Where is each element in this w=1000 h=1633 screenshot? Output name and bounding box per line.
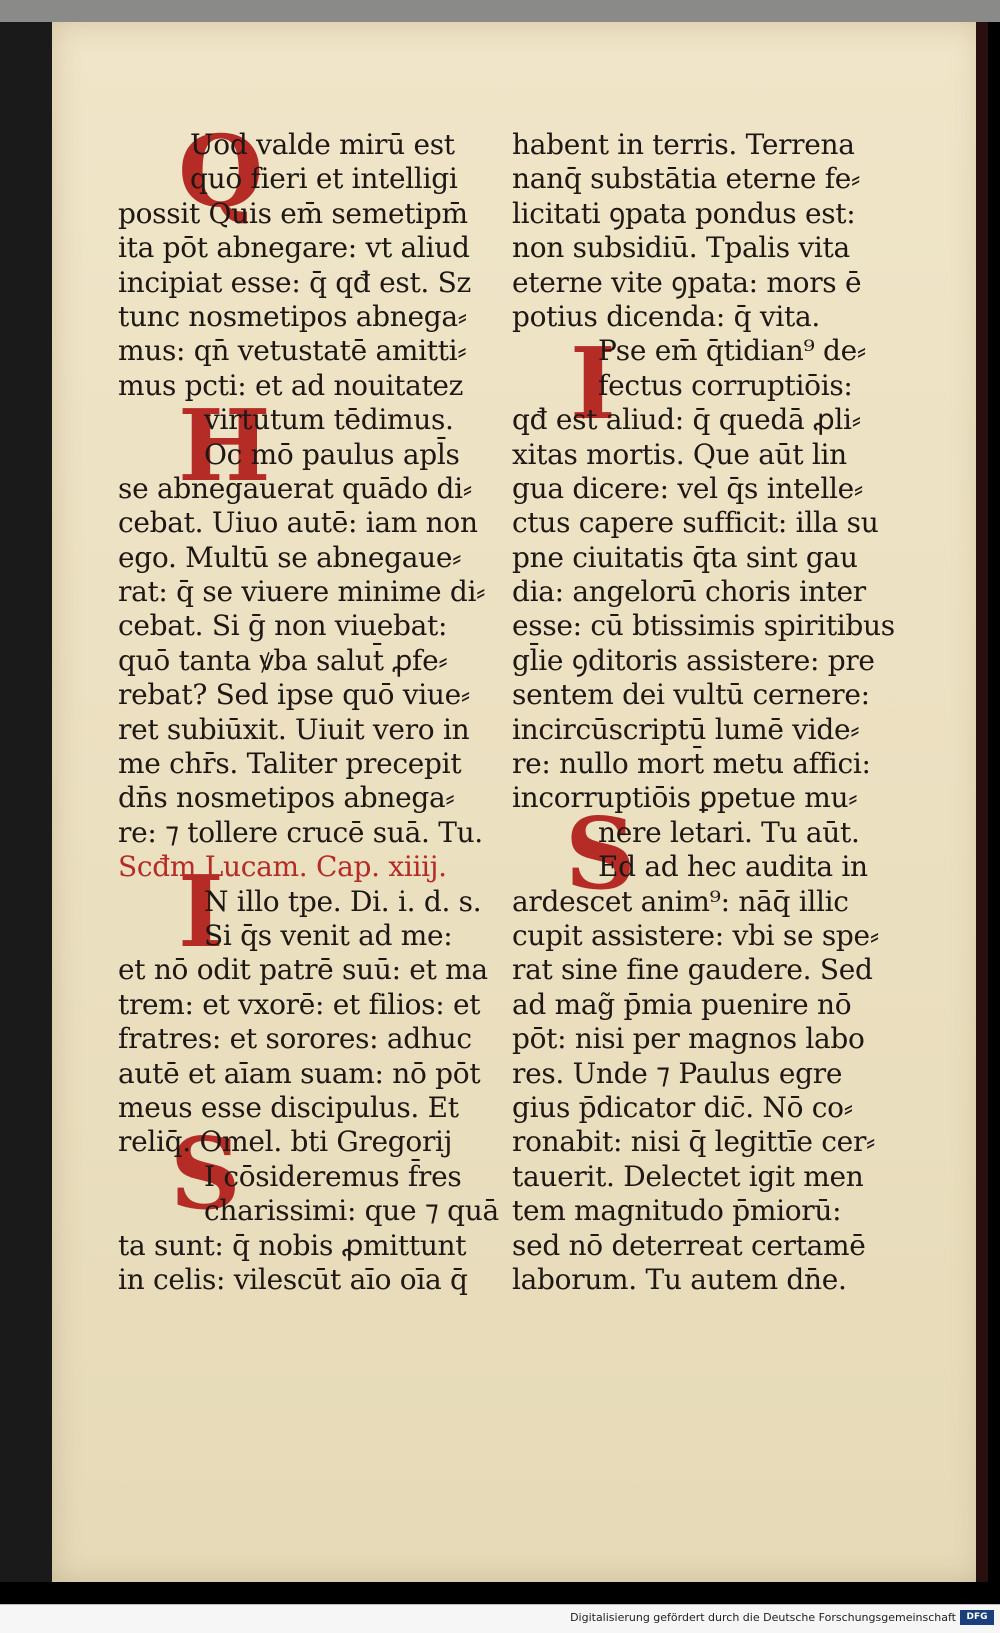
text-line: gius p̄dicator dic̄. Nō co⸗ — [512, 1090, 853, 1124]
text-line: et nō odit patrē suū: et ma — [118, 953, 488, 987]
scan-left-edge — [0, 22, 52, 1582]
text-line: Uod valde mirū est — [190, 128, 455, 161]
text-line: pne ciuitatis q̄ta sint gau — [512, 540, 858, 574]
text-line: eterne vite ꝯpata: mors ē — [512, 265, 862, 299]
text-line: qđ est aliud: q̄ quedā ꝓli⸗ — [512, 403, 861, 437]
text-line: re: ⁊ tollere crucē suā. Tu. — [118, 815, 483, 849]
text-line: licitati ꝯpata pondus est: — [512, 196, 856, 230]
text-line: Oc mō paulus apl̄s — [204, 437, 460, 471]
text-line: cupit assistere: vbi se spe⸗ — [512, 918, 879, 952]
text-line: ardescet anim⁹: nāq̄ illic — [512, 884, 849, 918]
scan-top-edge — [0, 0, 1000, 22]
text-line: dia: angelorū choris inter — [512, 575, 866, 609]
text-line: ronabit: nisi q̄ legittīe cer⸗ — [512, 1125, 876, 1159]
text-line: I cōsideremus f̄res — [204, 1159, 462, 1193]
right-text-column — [512, 128, 922, 1297]
text-line: tauerit. Delectet igit men — [512, 1159, 864, 1193]
text-line: meus esse discipulus. Et — [118, 1090, 459, 1124]
text-line: quō fieri et intelligi — [190, 162, 458, 196]
text-line: quō tanta ꝟba salut̄ ꝓfe⸗ — [118, 643, 448, 677]
text-line: charissimi: que ⁊ quā — [204, 1194, 499, 1228]
text-line: ta sunt: q̄ nobis ꝓmittunt — [118, 1228, 467, 1262]
text-line: xitas mortis. Que aūt lin — [512, 437, 847, 471]
text-line: virtutum tēdimus. — [204, 403, 454, 437]
text-line: ret subiūxit. Uiuit vero in — [118, 712, 470, 746]
text-line: pōt: nisi per magnos labo — [512, 1022, 865, 1056]
text-line: rat: q̄ se viuere minime di⸗ — [118, 575, 486, 609]
text-line: tunc nosmetipos abnega⸗ — [118, 299, 467, 333]
text-line: res. Unde ⁊ Paulus egre — [512, 1056, 843, 1090]
text-line: gl̄ie ꝯditoris assistere: pre — [512, 643, 875, 677]
text-line: sed nō deterreat certamē — [512, 1228, 866, 1262]
text-line: laborum. Tu autem dn̄e. — [512, 1262, 847, 1296]
text-line: dn̄s nosmetipos abnega⸗ — [118, 781, 455, 815]
text-line-with-rubric: reliq̄. Omel. bti Gregorij — [118, 1125, 453, 1159]
text-line: trem: et vxorē: et filios: et — [118, 987, 481, 1021]
text-line: mus pcti: et ad nouitatez — [118, 368, 464, 402]
text-line: fratres: et sorores: adhuc — [118, 1022, 472, 1056]
footer-bar — [0, 1604, 1000, 1633]
text-line: Ed ad hec audita in — [598, 850, 868, 884]
initial-h: H — [178, 389, 271, 504]
text-line: habent in terris. Terrena — [512, 128, 855, 161]
footer-credit: Digitalisierung gefördert durch die Deutsche Forschungsgemeinschaft — [570, 1611, 956, 1624]
text-line: N illo tpe. Di. i. d. s. — [204, 884, 482, 918]
text-line: Pse em̄ q̄tidian⁹ de⸗ — [598, 334, 866, 368]
text-line: me chr̄s. Taliter precepit — [118, 747, 462, 781]
text-line: sentem dei vultū cernere: — [512, 678, 870, 712]
text-line: nere letari. Tu aūt. — [598, 815, 860, 849]
text-line: nanq̄ substātia eterne fe⸗ — [512, 162, 861, 196]
text-line: cebat. Si ḡ non viuebat: — [118, 609, 448, 643]
initial-q: Q — [178, 115, 264, 230]
initial-s-left: S — [170, 1117, 241, 1232]
page-edge — [976, 22, 988, 1582]
text-line: potius dicenda: q̄ vita. — [512, 299, 820, 333]
text-line: re: nullo mort̄ metu affici: — [512, 747, 871, 781]
text-line: in celis: vilescūt aīo oīa q̄ — [118, 1262, 468, 1296]
initial-i-right: I — [570, 327, 616, 442]
text-line: ita pōt abnegare: vt aliud — [118, 231, 470, 265]
text-line: incircūscriptū lumē vide⸗ — [512, 712, 860, 746]
rubric-heading: Scđm Lucam. Cap. xiiij. — [118, 850, 447, 884]
text-line: rebat? Sed ipse quō viue⸗ — [118, 678, 470, 712]
dfg-logo-icon: DFG — [960, 1610, 994, 1625]
initial-s-right: S — [565, 797, 636, 912]
text-line: rat sine fine gaudere. Sed — [512, 953, 873, 987]
text-line: mus: qn̄ vetustatē amitti⸗ — [118, 334, 467, 368]
text-line: se abnegauerat quādo di⸗ — [118, 471, 472, 505]
initial-i-left: I — [178, 855, 224, 970]
text-line: ad mag̃ p̄mia puenire nō — [512, 987, 852, 1021]
left-text-column — [118, 115, 499, 1297]
text-line: possit Quis em̄ semetipm̄ — [118, 196, 468, 230]
text-line: ctus capere sufficit: illa su — [512, 506, 879, 540]
text-line: Si q̄s venit ad me: — [204, 918, 453, 952]
text-line: incipiat esse: q̄ qđ est. Sz — [118, 265, 471, 299]
text-line: esse: cū btissimis spiritibus — [512, 609, 895, 643]
text-line: ego. Multū se abnegaue⸗ — [118, 540, 462, 574]
text-line: fectus corruptiōis: — [598, 368, 853, 402]
text-line: cebat. Uiuo autē: iam non — [118, 506, 478, 540]
text-line: autē et aīam suam: nō pōt — [118, 1056, 481, 1090]
text-line: non subsidiū. Tpalis vita — [512, 231, 850, 265]
text-line: tem magnitudo p̄miorū: — [512, 1194, 842, 1228]
text-line: gua dicere: vel q̄s intelle⸗ — [512, 471, 863, 505]
text-line: incorruptiōis ꝑpetue mu⸗ — [512, 781, 858, 815]
